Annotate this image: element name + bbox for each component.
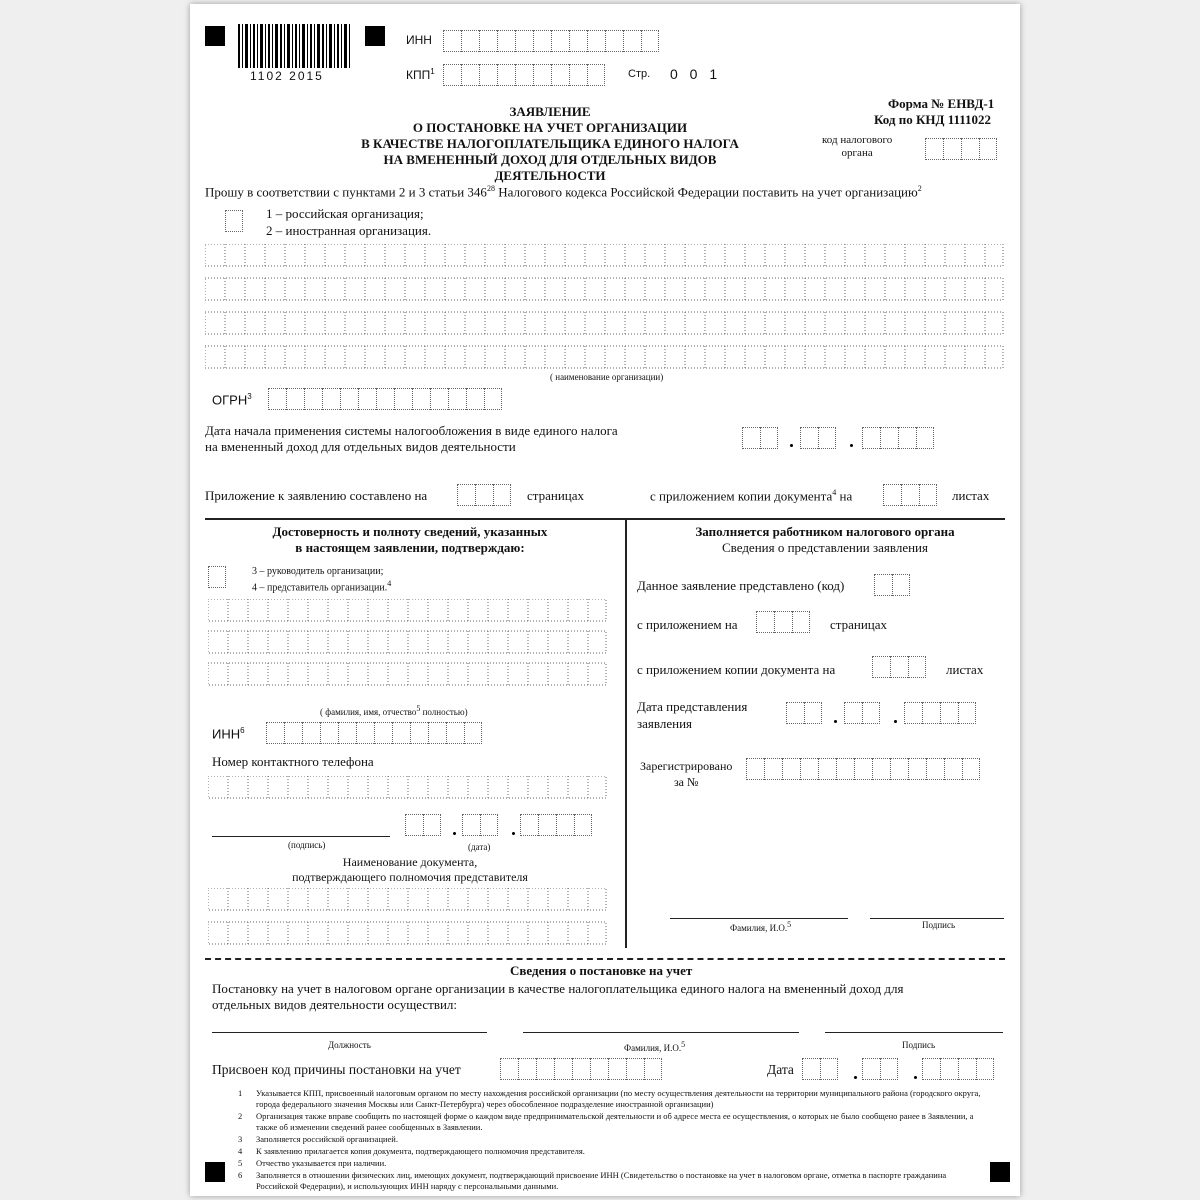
start-date-month[interactable] <box>800 427 836 449</box>
attach-copies-cells[interactable] <box>872 656 926 678</box>
org-type-option-2: 2 – иностранная организация. <box>266 223 432 238</box>
attach-copies-unit: листах <box>946 662 984 677</box>
sign-date-day[interactable] <box>405 814 441 836</box>
signer-fio-grid[interactable] <box>208 599 608 695</box>
bottom-date-label: Дата <box>767 1062 794 1077</box>
attachment-sheets-label: листах <box>952 488 990 503</box>
rep-document-grid[interactable] <box>208 888 608 952</box>
fio-caption: ( фамилия, имя, отчество5 полностью) <box>320 704 468 717</box>
attach-pages-unit: страницах <box>830 617 888 632</box>
officer-fio-line <box>670 918 848 919</box>
phone-label: Номер контактного телефона <box>212 754 374 769</box>
inn-cells[interactable] <box>443 30 659 52</box>
barcode <box>238 24 354 68</box>
knd-code: Код по КНД 1111022 <box>874 112 992 127</box>
footnote: 5 Отчество указывается при наличии. <box>238 1158 387 1168</box>
date-separator <box>834 720 837 723</box>
footnote: 6 Заполняется в отношении физических лиц, имеющих документ, подтверждающий присвоение ИНН (Свидетельство о постановке на учет в налоговом органе, отметка в паспорте гражданина Российской Федерации), и использующих ИНН наряду с персональными данными. <box>238 1170 947 1191</box>
date-separator <box>854 1076 857 1079</box>
signer-inn-cells[interactable] <box>266 722 482 744</box>
submitted-code-cells[interactable] <box>874 574 910 596</box>
attachment-sheets-cells[interactable] <box>883 484 937 506</box>
submission-date-day[interactable] <box>786 702 822 724</box>
attach-pages-label: с приложением на <box>637 617 738 632</box>
sign-date-year[interactable] <box>520 814 592 836</box>
page-number: 0 0 1 <box>670 66 722 82</box>
date-separator <box>914 1076 917 1079</box>
tax-authority-code-label: код налогового органа <box>822 134 893 159</box>
sign-date-month[interactable] <box>462 814 498 836</box>
kpp-assigned-cells[interactable] <box>500 1058 662 1080</box>
org-type-cell[interactable] <box>225 210 243 232</box>
registrar-sign-line <box>825 1032 1003 1033</box>
confirm-title: Достоверность и полноту сведений, указанных в настоящем заявлении, подтверждаю: <box>272 524 548 555</box>
kpp-label: КПП$^1$ <box>406 67 435 82</box>
footnote: 2 Организация также вправе сообщить по настоящей форме о каждом виде предпринимательской деятельности и об адресе места ее осуществления, о которых не было сообщено ранее в Заявлении, а также об изменении сведений ранее сообщенных в Заявлении. <box>238 1111 974 1132</box>
signer-type-cell[interactable] <box>208 566 226 588</box>
registrar-sign-caption: Подпись <box>902 1040 936 1050</box>
kpp-cells[interactable] <box>443 64 605 86</box>
request-text: Прошу в соответствии с пунктами 2 и 3 статьи $346^{28}$ Налогового кодекса Российской Федерации поставить на учет организацию$^2$ <box>205 184 922 200</box>
submission-date-label: Дата представления заявления <box>637 699 748 731</box>
registrar-fio-caption: Фамилия, И.О.5 <box>624 1040 686 1053</box>
registration-text-1: Постановку на учет в налоговом органе организации в качестве налогоплательщика единого налога на вмененный доход для <box>212 981 904 996</box>
registered-number-cells[interactable] <box>746 758 980 780</box>
registered-label: Зарегистрировано за № <box>640 759 733 789</box>
ogrn-cells[interactable] <box>268 388 502 410</box>
corner-marker-bottom-right <box>990 1162 1010 1182</box>
signer-type-option-3: 3 – руководитель организации; <box>252 566 384 577</box>
org-name-caption: ( наименование организации) <box>550 372 664 382</box>
section-divider <box>205 518 1005 520</box>
footnote: 3 Заполняется российской организацией. <box>238 1134 398 1144</box>
page-label: Стр. <box>628 68 651 80</box>
rep-document-label: Наименование документа, подтверждающего полномочия представителя <box>292 855 528 884</box>
org-name-grid[interactable] <box>205 244 1005 372</box>
attachment-prefix: Приложение к заявлению составлено на <box>205 488 428 503</box>
inn-label: ИНН <box>406 33 432 47</box>
officer-sign-caption: Подпись <box>922 920 956 930</box>
bottom-date-day[interactable] <box>802 1058 838 1080</box>
signer-inn-label: ИНН$^6$ <box>212 726 245 742</box>
corner-marker-bottom-left <box>205 1162 225 1182</box>
bottom-divider <box>205 958 1005 960</box>
submission-date-year[interactable] <box>904 702 976 724</box>
footnote: 4 К заявлению прилагается копия документа, подтверждающего полномочия представителя. <box>238 1146 585 1156</box>
signature-caption: (подпись) <box>288 840 326 850</box>
column-divider <box>625 518 627 948</box>
registration-text-2: отдельных видов деятельности осуществил: <box>212 997 458 1012</box>
start-date-day[interactable] <box>742 427 778 449</box>
position-caption: Должность <box>328 1040 371 1050</box>
ogrn-label: ОГРН$^3$ <box>212 392 252 408</box>
kpp-assigned-label: Присвоен код причины постановки на учет <box>212 1062 461 1077</box>
date-separator <box>453 832 456 835</box>
date-separator <box>894 720 897 723</box>
attachment-copies-label: с приложением копии документа$^4$ на <box>650 488 853 504</box>
phone-grid[interactable] <box>208 776 608 802</box>
date-separator <box>512 832 515 835</box>
attach-copies-label: с приложением копии документа на <box>637 662 836 677</box>
submitted-code-label: Данное заявление представлено (код) <box>637 578 845 593</box>
officer-sign-line <box>870 918 1004 919</box>
corner-marker-top-right <box>365 26 385 46</box>
form-page <box>190 4 1020 1196</box>
barcode-number: 1102 2015 <box>250 69 324 83</box>
attach-pages-cells[interactable] <box>756 611 810 633</box>
corner-marker-top-left <box>205 26 225 46</box>
tax-officer-title: Заполняется работником налогового органа Сведения о представлении заявления <box>695 524 955 555</box>
footnotes <box>238 1088 988 1193</box>
form-number: Форма № ЕНВД-1 <box>888 96 995 111</box>
signature-line <box>212 836 390 837</box>
attachment-pages-label: страницах <box>527 488 585 503</box>
date-separator <box>850 444 853 447</box>
org-type-option-1: 1 – российская организация; <box>266 206 424 221</box>
start-date-year[interactable] <box>862 427 934 449</box>
date-separator <box>790 444 793 447</box>
bottom-date-year[interactable] <box>922 1058 994 1080</box>
start-date-label: Дата начала применения системы налогообложения в виде единого налога на вмененный доход для отдельных видов деятельности <box>205 423 618 454</box>
bottom-date-month[interactable] <box>862 1058 898 1080</box>
barcode-icon <box>238 24 354 68</box>
footnote: 1 Указывается КПП, присвоенный налоговым органом по месту нахождения российской организации (по месту осуществления деятельности на территории муниципального района (городского округа, города федерального значения Москвы или Санкт-Петербурга) через обособленное подразделение иностранной организации) <box>238 1088 981 1109</box>
submission-date-month[interactable] <box>844 702 880 724</box>
registration-title: Сведения о постановке на учет <box>510 963 693 978</box>
signer-type-option-4: 4 – представитель организации.$^4$ <box>252 579 392 594</box>
position-line <box>212 1032 487 1033</box>
officer-fio-caption: Фамилия, И.О.5 <box>730 920 792 933</box>
attachment-pages-cells[interactable] <box>457 484 511 506</box>
registrar-fio-line <box>523 1032 799 1033</box>
date-caption: (дата) <box>468 842 491 852</box>
form-title: ЗАЯВЛЕНИЕ О ПОСТАНОВКЕ НА УЧЕТ ОРГАНИЗАЦИИ В КАЧЕСТВЕ НАЛОГОПЛАТЕЛЬЩИКА ЕДИНОГО НАЛОГА НА ВМЕНЕННЫЙ ДОХОД ДЛЯ ОТДЕЛЬНЫХ ВИДОВ ДЕЯТЕЛЬНОСТИ <box>361 104 739 183</box>
tax-authority-code-cells[interactable] <box>925 138 997 160</box>
